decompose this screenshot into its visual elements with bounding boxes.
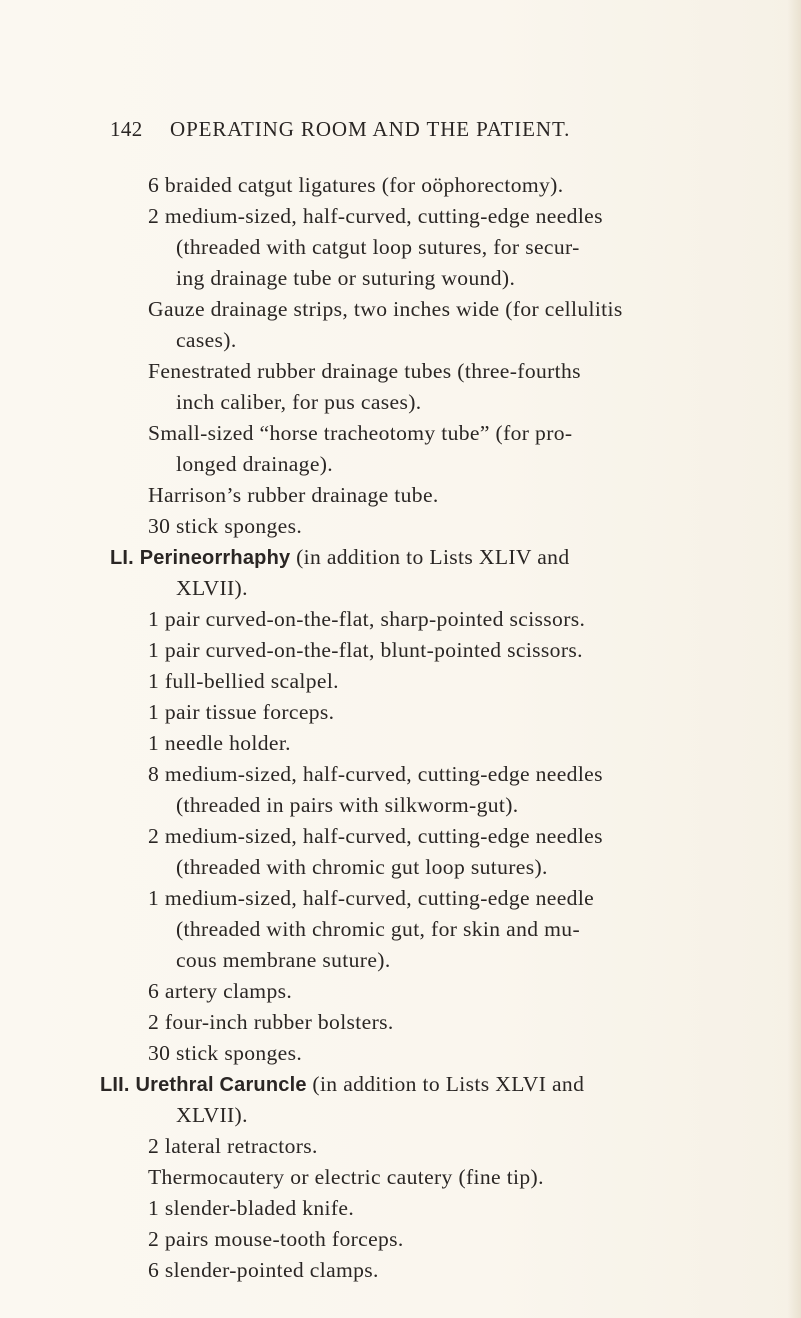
list-item: 1 needle holder.	[148, 731, 291, 755]
list-item: 1 pair curved-on-the-flat, blunt-pointed scissors.	[148, 638, 583, 662]
section-subtitle-continuation: XLVII).	[176, 1103, 248, 1127]
list-item: 6 braided catgut ligatures (for oöphorectomy).	[148, 173, 564, 197]
list-item: 2 medium-sized, half-curved, cutting-edge needles	[148, 824, 603, 848]
page-header	[110, 117, 730, 149]
list-item: 1 pair tissue forceps.	[148, 700, 335, 724]
section-title: Perineorrhaphy	[139, 547, 291, 569]
list-item-continuation: ing drainage tube or suturing wound).	[176, 266, 516, 290]
page-edge-shadow	[787, 0, 801, 1318]
list-item: 8 medium-sized, half-curved, cutting-edge needles	[148, 762, 603, 786]
section-heading-lii	[100, 1069, 584, 1099]
section-subtitle-continuation: XLVII).	[176, 576, 248, 600]
page-number: 142	[110, 117, 143, 141]
list-item-continuation: (threaded with chromic gut, for skin and mu-	[176, 917, 580, 941]
list-item: 30 stick sponges.	[148, 514, 303, 538]
list-item: 2 pairs mouse-tooth forceps.	[148, 1227, 404, 1251]
list-item-continuation: (threaded in pairs with silkworm-gut).	[176, 793, 519, 817]
list-item: Thermocautery or electric cautery (fine tip).	[148, 1165, 544, 1189]
list-item-continuation: cases).	[176, 328, 237, 352]
list-item: 1 pair curved-on-the-flat, sharp-pointed scissors.	[148, 607, 586, 631]
running-head: OPERATING ROOM AND THE PATIENT.	[170, 117, 571, 141]
list-item: 6 slender-pointed clamps.	[148, 1258, 379, 1282]
section-subtitle: (in addition to Lists XLIV and	[296, 545, 570, 569]
list-item: Harrison’s rubber drainage tube.	[148, 483, 439, 507]
list-item: Fenestrated rubber drainage tubes (three-fourths	[148, 359, 581, 383]
list-item: 1 slender-bladed knife.	[148, 1196, 355, 1220]
list-item: 1 full-bellied scalpel.	[148, 669, 339, 693]
list-item-continuation: (threaded with chromic gut loop sutures).	[176, 855, 548, 879]
section-subtitle: (in addition to Lists XLVI and	[312, 1072, 585, 1096]
list-item: 2 lateral retractors.	[148, 1134, 318, 1158]
list-item-continuation: longed drainage).	[176, 452, 334, 476]
list-item: 2 medium-sized, half-curved, cutting-edge needles	[148, 204, 603, 228]
list-item: Small-sized “horse tracheotomy tube” (for pro-	[148, 421, 573, 445]
list-item-continuation: inch caliber, for pus cases).	[176, 390, 422, 414]
section-number: LII.	[100, 1074, 130, 1096]
list-item: Gauze drainage strips, two inches wide (for cellulitis	[148, 297, 623, 321]
section-title: Urethral Caruncle	[135, 1074, 307, 1096]
section-heading-li	[110, 542, 569, 572]
list-item: 2 four-inch rubber bolsters.	[148, 1010, 394, 1034]
list-item-continuation: (threaded with catgut loop sutures, for secur-	[176, 235, 580, 259]
list-item: 6 artery clamps.	[148, 979, 293, 1003]
list-item: 1 medium-sized, half-curved, cutting-edge needle	[148, 886, 595, 910]
section-number: LI.	[110, 547, 134, 569]
list-item: 30 stick sponges.	[148, 1041, 303, 1065]
list-item-continuation: cous membrane suture).	[176, 948, 391, 972]
